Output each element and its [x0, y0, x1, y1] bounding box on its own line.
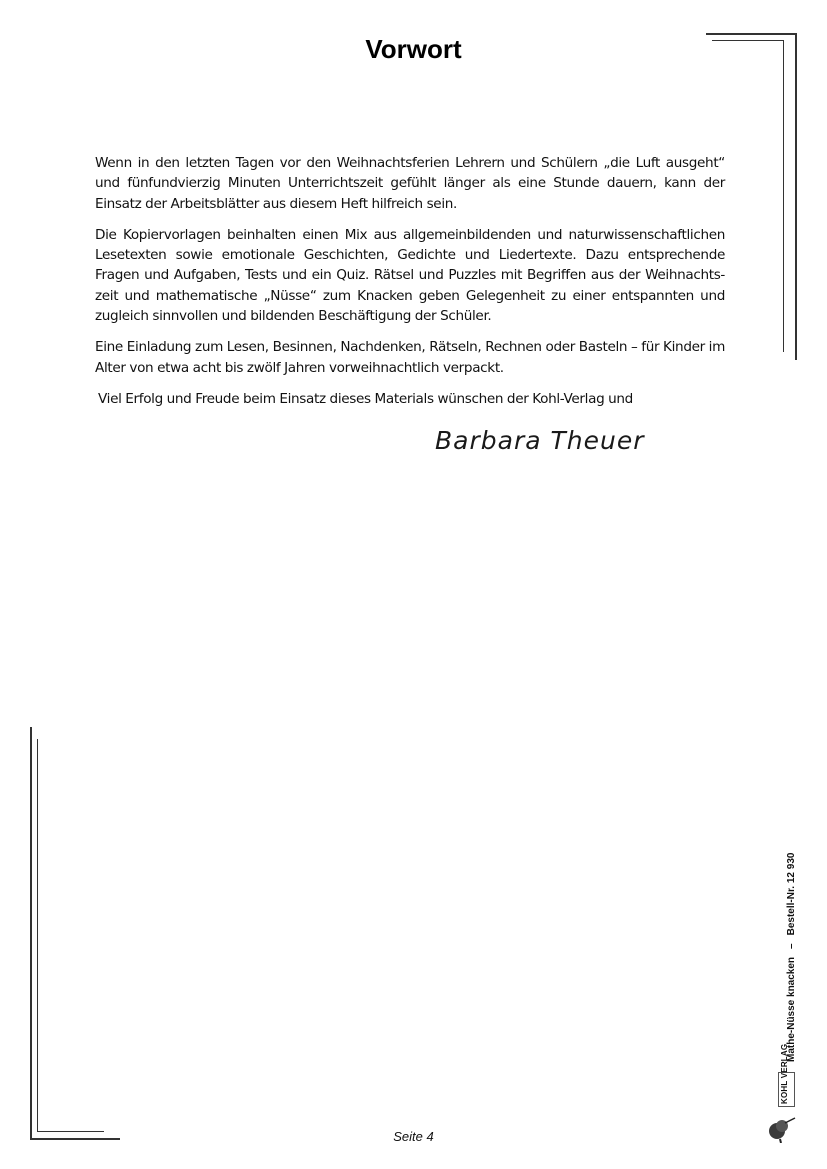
info-separator: – [786, 943, 797, 949]
frame-top-right-inner-h [712, 40, 783, 41]
paragraph-1: Wenn in den letzten Tagen vor den Weihnachtsferien Lehrern und Schülern „die Luft ausgeht“ und fünfundvierzig Minuten Unterrichtszeit gefühlt länger als eine Stunde dauern, kann der Einsatz der Arbeitsblätter aus diesem Heft hilfreich sein. [95, 155, 725, 212]
frame-top-right-inner-v [783, 40, 784, 352]
order-number: Bestell-Nr. 12 930 [786, 852, 797, 936]
frame-top-right-outer-h [706, 33, 795, 35]
author-signature: Barbara Theuer [435, 426, 645, 455]
paragraph-2: Die Kopiervorlagen beinhalten einen Mix aus allgemeinbildenden und naturwissenschaftlichen Lesetexten sowie emotionale Geschichten, Gedichte und Liedertexte. Dazu entsprechende Fragen und Aufgaben, Tests und ein Quiz. Rätsel und Puzzles mit Begriffen aus der Weihnachts-zeit und mathematische „Nüsse“ zum Knacken geben Gelegenheit zu einer entspannten und zugleich sinnvollen und bildenden Beschäftigung der Schüler. [95, 226, 725, 325]
page-title: Vorwort [365, 34, 462, 64]
frame-top-right-outer-v [795, 33, 797, 360]
page-number: Seite 4 [393, 1129, 434, 1144]
publisher-logo [777, 1043, 797, 1106]
side-book-info [786, 853, 797, 1062]
frame-bottom-left-outer-v [30, 727, 32, 1139]
publisher-logo-text: KOHL VERLAG [780, 1043, 789, 1104]
book-title: Mathe-Nüsse knacken [786, 956, 797, 1062]
closing-line: Viel Erfolg und Freude beim Einsatz dieses Materials wünschen der Kohl-Verlag und [98, 390, 633, 407]
foreword-body [95, 153, 725, 420]
paragraph-3: Eine Einladung zum Lesen, Besinnen, Nachdenken, Rätseln, Rechnen oder Basteln – für Kinder im Alter von etwa acht bis zwölf Jahren vorweihnachtlich verpackt. [95, 339, 725, 376]
frame-bottom-left-inner-v [37, 739, 38, 1132]
